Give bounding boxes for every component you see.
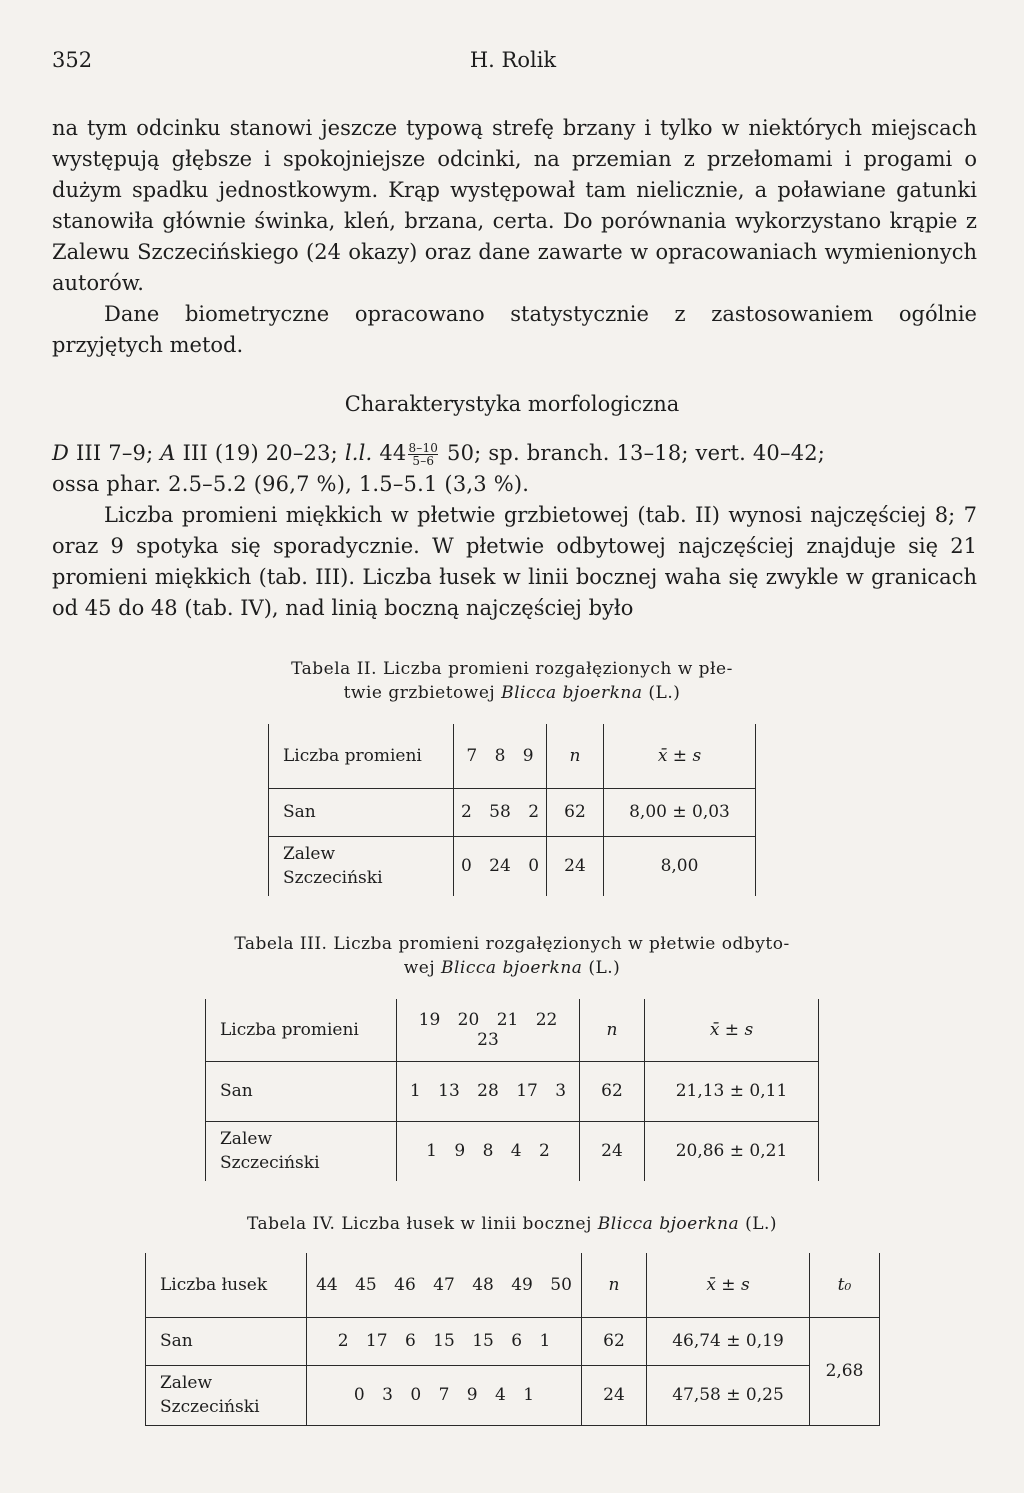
- table3-caption-line1: Tabela III. Liczba promieni rozgałęzionych w płetwie odbyto-: [234, 934, 790, 954]
- table3: [205, 999, 819, 1181]
- running-head: H. Rolik: [469, 48, 557, 72]
- results-text: [52, 500, 977, 624]
- table2-row2-label-2: Szczeciński: [283, 868, 383, 889]
- table3-head-label: Liczba promieni: [206, 999, 397, 1061]
- formula-line-1: [52, 438, 977, 469]
- formula-ll-label: l.l.: [344, 441, 373, 465]
- table3-head-n: [580, 999, 645, 1061]
- formula-ll-bottom: 5–6: [412, 454, 435, 468]
- table4-caption: [140, 1212, 884, 1236]
- table2: [268, 724, 756, 896]
- formula-ll-end: 50; sp. branch. 13–18; vert. 40–42;: [447, 441, 826, 465]
- table4-row2-label: [146, 1365, 307, 1425]
- table2-head-label: Liczba promieni: [269, 724, 454, 788]
- table3-head-counts: 19 20 21 22 23: [397, 999, 580, 1061]
- table-header-row: [146, 1253, 880, 1317]
- table2-row1-n: 62: [547, 788, 604, 836]
- page-header: [52, 48, 974, 78]
- table-header-row: [269, 724, 756, 788]
- table3-caption-post: (L.): [588, 958, 621, 978]
- table4-row2-n: 24: [582, 1365, 647, 1425]
- formula-ll-fraction: [408, 442, 438, 467]
- table4-head-t: [810, 1253, 880, 1317]
- table2-row2-label: [269, 836, 454, 896]
- table-row: [206, 1061, 819, 1121]
- table2-row1-label: San: [269, 788, 454, 836]
- paragraph-3: Liczba promieni miękkich w płetwie grzbietowej (tab. II) wynosi najczęściej 8; 7 oraz 9 spotyka się sporadycznie. W płetwie odbytowej najczęściej znajduje się 21 promieni miękkich (tab. III). Liczba łusek w linii bocznej waha się zwykle w granicach od 45 do 48 (tab. IV), nad linią boczną najczęściej było: [52, 503, 977, 620]
- table4-row2-label-1: Zalew: [160, 1373, 212, 1393]
- table3-row2-label-1: Zalew: [220, 1129, 272, 1150]
- table-row: [269, 836, 756, 896]
- table3-row2-mean: 20,86 ± 0,21: [645, 1121, 819, 1181]
- table2-head-counts: 7 8 9: [454, 724, 547, 788]
- table4-head-t-text: t₀: [837, 1274, 852, 1295]
- table4-caption-post: (L.): [745, 1214, 778, 1234]
- table4-row1-counts: 2 17 6 15 15 6 1: [307, 1317, 582, 1365]
- table3-row1-n: 62: [580, 1061, 645, 1121]
- table2-caption-line2: [220, 681, 804, 705]
- table3-head-mean: [645, 999, 819, 1061]
- table4: [145, 1253, 880, 1426]
- table2-head-mean-text: x̄ ± s: [657, 745, 702, 766]
- table-row: [269, 788, 756, 836]
- table2-row2-n: 24: [547, 836, 604, 896]
- table-row: [206, 1121, 819, 1181]
- table3-row2-label: [206, 1121, 397, 1181]
- table3-caption-species: Blicca bjoerkna: [441, 958, 583, 978]
- table2-row1-counts: 2 58 2: [454, 788, 547, 836]
- table4-head-n-text: n: [608, 1274, 620, 1295]
- table2-row2-counts: 0 24 0: [454, 836, 547, 896]
- table4-row1-label: San: [146, 1317, 307, 1365]
- intro-text: [52, 113, 977, 361]
- formula-a-label: A: [160, 441, 176, 465]
- table3-row2-counts: 1 9 8 4 2: [397, 1121, 580, 1181]
- table4-head-mean-text: x̄ ± s: [706, 1274, 750, 1295]
- page-number: 352: [52, 48, 93, 72]
- table2-caption-species: Blicca bjoerkna: [501, 683, 643, 703]
- table-header-row: [206, 999, 819, 1061]
- table3-caption-pre: wej: [403, 958, 436, 978]
- formula-ll-base: 44: [379, 441, 407, 465]
- table4-row2-label-2: Szczeciński: [160, 1397, 260, 1417]
- table-row: [146, 1365, 880, 1425]
- formula-line-2: ossa phar. 2.5–5.2 (96,7 %), 1.5–5.1 (3,3 %).: [52, 472, 530, 496]
- table4-head-counts: 44 45 46 47 48 49 50: [307, 1253, 582, 1317]
- table3-caption-line2: [180, 956, 844, 980]
- table2-row2-mean: 8,00: [604, 836, 756, 896]
- formula-ll-top: 8–10: [408, 441, 439, 455]
- table4-t-value: 2,68: [810, 1317, 880, 1425]
- table4-head-mean: [647, 1253, 810, 1317]
- table3-row1-counts: 1 13 28 17 3: [397, 1061, 580, 1121]
- table3-row2-n: 24: [580, 1121, 645, 1181]
- table2-caption-pre: twie grzbietowej: [343, 683, 496, 703]
- section-heading: Charakterystyka morfologiczna: [344, 392, 680, 416]
- table4-caption-pre: Tabela IV. Liczba łusek w linii bocznej: [246, 1214, 592, 1234]
- table2-row1-mean: 8,00 ± 0,03: [604, 788, 756, 836]
- table2-head-mean: [604, 724, 756, 788]
- table4-row2-mean: 47,58 ± 0,25: [647, 1365, 810, 1425]
- formula-d-value: III 7–9;: [75, 441, 154, 465]
- table2-head-n-text: n: [569, 745, 581, 766]
- table4-row1-n: 62: [582, 1317, 647, 1365]
- table4-head-label: Liczba łusek: [146, 1253, 307, 1317]
- table3-row2-label-2: Szczeciński: [220, 1153, 320, 1174]
- table2-caption-line1: Tabela II. Liczba promieni rozgałęzionych w płe-: [291, 659, 733, 679]
- paragraph-2: Dane biometryczne opracowano statystycznie z zastosowaniem ogólnie przyjętych metod.: [52, 302, 977, 357]
- table3-row1-mean: 21,13 ± 0,11: [645, 1061, 819, 1121]
- table3-row1-label: San: [206, 1061, 397, 1121]
- formula-a-value: III (19) 20–23;: [182, 441, 338, 465]
- table-row: [146, 1317, 880, 1365]
- formula-d-label: D: [52, 441, 70, 465]
- table4-row1-mean: 46,74 ± 0,19: [647, 1317, 810, 1365]
- table3-head-n-text: n: [606, 1019, 618, 1040]
- meristic-formula: [52, 438, 977, 500]
- table3-head-mean-text: x̄ ± s: [709, 1019, 754, 1040]
- paragraph-1: na tym odcinku stanowi jeszcze typową strefę brzany i tylko w niektórych miejscach występują głębsze i spokojniejsze odcinki, na przemian z przełomami i progami o dużym spadku jednostkowym. Krąp występował tam nielicznie, a poławiane gatunki stanowiła głównie świnka, kleń, brzana, certa. Do porównania wykorzystano krąpie z Zalewu Szczecińskiego (24 okazy) oraz dane zawarte w opracowaniach wymienionych autorów.: [52, 116, 977, 295]
- table2-caption: [220, 657, 804, 705]
- table3-caption: [180, 932, 844, 980]
- table4-row2-counts: 0 3 0 7 9 4 1: [307, 1365, 582, 1425]
- table2-caption-post: (L.): [648, 683, 681, 703]
- table2-row2-label-1: Zalew: [283, 844, 335, 865]
- table4-caption-species: Blicca bjoerkna: [597, 1214, 740, 1234]
- table4-head-n: [582, 1253, 647, 1317]
- table2-head-n: [547, 724, 604, 788]
